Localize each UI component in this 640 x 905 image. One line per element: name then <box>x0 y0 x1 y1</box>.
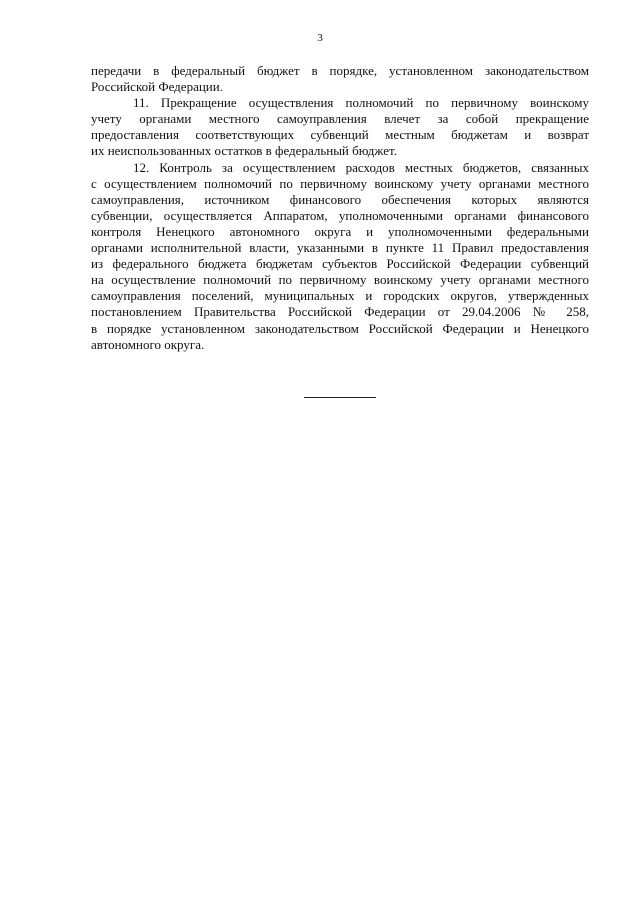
page-number: 3 <box>317 32 323 44</box>
paragraph-continuation <box>91 63 589 95</box>
paragraph-12 <box>91 160 589 353</box>
text-line: 11. Прекращение осуществления полномочий по первичному воинскому <box>133 95 589 111</box>
text-line: Российской Федерации. <box>91 79 223 95</box>
text-line: субвенции, осуществляется Аппаратом, уполномоченными органами финансового <box>91 207 589 223</box>
text-line: учету органами местного самоуправления влечет за собой прекращение <box>91 111 589 127</box>
text-line: 12. Контроль за осуществлением расходов местных бюджетов, связанных <box>133 159 589 175</box>
text-line: из федерального бюджета бюджетам субъектов Российской Федерации субвенций <box>91 256 589 272</box>
text-line: автономного округа. <box>91 336 205 352</box>
text-line: на осуществление полномочий по первичному воинскому учету органами местного <box>91 272 589 288</box>
text-line: в порядке установленном законодательством Российской Федерации и Ненецкого <box>91 320 589 336</box>
text-line: их неиспользованных остатков в федеральный бюджет. <box>91 143 397 159</box>
document-body <box>91 63 589 353</box>
text-line: самоуправления, источником финансового обеспечения которых являются <box>91 191 589 207</box>
paragraph-11 <box>91 95 589 159</box>
text-line: передачи в федеральный бюджет в порядке, установленном законодательством <box>91 63 589 78</box>
text-line: контроля Ненецкого автономного округа и уполномоченными федеральными <box>91 223 589 239</box>
text-line: органами исполнительной власти, указанными в пункте 11 Правил предоставления <box>91 240 589 256</box>
text-line: предоставления соответствующих субвенций местным бюджетам и возврат <box>91 127 589 143</box>
text-line: с осуществлением полномочий по первичному воинскому учету органами местного <box>91 175 589 191</box>
text-line: самоуправления поселений, муниципальных и городских округов, утвержденных <box>91 288 589 304</box>
end-divider <box>304 397 376 398</box>
text-line: постановлением Правительства Российской Федерации от 29.04.2006 № 258, <box>91 304 589 320</box>
